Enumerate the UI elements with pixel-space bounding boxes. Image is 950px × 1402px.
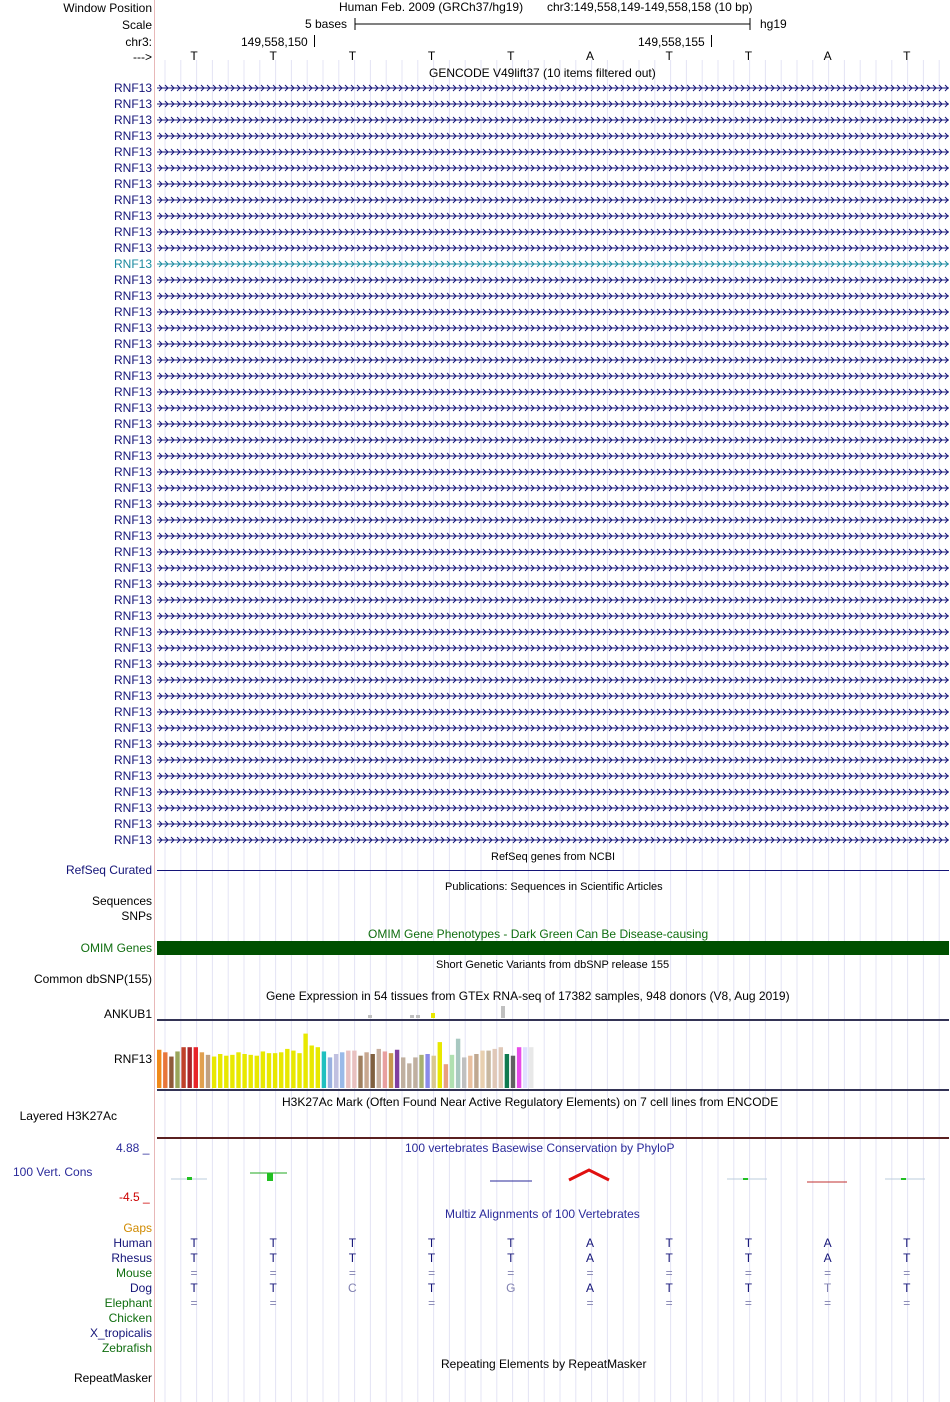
gencode-gene-label[interactable]: RNF13 xyxy=(113,449,152,463)
gencode-gene-label[interactable]: RNF13 xyxy=(113,785,152,799)
h3k27ac-label[interactable]: Layered H3K27Ac xyxy=(19,1109,117,1123)
gencode-gene-label[interactable]: RNF13 xyxy=(113,145,152,159)
gtex-rnf13-bar xyxy=(285,1049,289,1088)
strand-label: ---> xyxy=(133,50,152,64)
gencode-gene-label[interactable]: RNF13 xyxy=(113,321,152,335)
multiz-base: A xyxy=(585,1281,594,1295)
gtex-rnf13-bar xyxy=(273,1053,277,1088)
multiz-base: T xyxy=(903,1281,911,1295)
gtex-rnf13-bar xyxy=(505,1054,509,1088)
multiz-base: G xyxy=(506,1281,516,1295)
position-title: chr3:149,558,149-149,558,158 (10 bp) xyxy=(547,0,753,14)
gencode-transcript[interactable] xyxy=(157,484,949,492)
base-letter: T xyxy=(744,49,753,63)
multiz-base: = xyxy=(903,1266,911,1280)
gencode-transcript[interactable] xyxy=(157,516,949,524)
base-letter: A xyxy=(823,49,832,63)
gencode-transcript[interactable] xyxy=(157,388,949,396)
gtex-rnf13-bar xyxy=(249,1055,253,1088)
multiz-base: = xyxy=(269,1266,277,1280)
gencode-transcript[interactable] xyxy=(157,532,949,540)
h3k27ac-baseline xyxy=(157,1137,949,1139)
gencode-transcript[interactable] xyxy=(157,116,949,124)
gtex-rnf13-bar xyxy=(401,1057,405,1088)
gencode-transcript[interactable] xyxy=(157,564,949,572)
multiz-base: T xyxy=(744,1251,753,1265)
gtex-rnf13-bar xyxy=(261,1051,265,1088)
base-letter: T xyxy=(269,49,277,63)
gtex-rnf13-bar xyxy=(206,1055,210,1088)
base-letter: T xyxy=(427,49,436,63)
gtex-rnf13-bar xyxy=(316,1047,320,1088)
gencode-transcript[interactable] xyxy=(157,436,949,444)
multiz-species-label[interactable]: Mouse xyxy=(115,1266,152,1280)
chr-label: chr3: xyxy=(125,35,152,49)
gencode-gene-label[interactable]: RNF13 xyxy=(113,545,152,559)
multiz-base: = xyxy=(665,1296,673,1310)
multiz-species-label[interactable]: Elephant xyxy=(104,1296,152,1310)
scale-bar xyxy=(354,17,754,31)
multiz-gaps-label[interactable]: Gaps xyxy=(123,1221,152,1235)
gtex-gene-ankub1-label[interactable]: ANKUB1 xyxy=(103,1007,152,1021)
multiz-base: = xyxy=(903,1296,911,1310)
gtex-rnf13-bar xyxy=(438,1042,442,1088)
dbsnp-label[interactable]: Common dbSNP(155) xyxy=(33,972,152,986)
gtex-rnf13-bar xyxy=(194,1047,198,1088)
gencode-transcript[interactable] xyxy=(157,404,949,412)
omim-gene-bar[interactable] xyxy=(157,941,949,955)
gencode-transcript[interactable] xyxy=(157,676,949,684)
gtex-rnf13-bar xyxy=(175,1051,179,1088)
gencode-transcript[interactable] xyxy=(157,836,949,844)
phylop-max-label: 4.88 _ xyxy=(116,1141,150,1155)
gencode-gene-label[interactable]: RNF13 xyxy=(113,753,152,767)
gtex-rnf13-bar xyxy=(181,1047,185,1088)
gencode-gene-label[interactable]: RNF13 xyxy=(113,561,152,575)
phylop-graph[interactable] xyxy=(157,1160,949,1200)
gtex-rnf13-bar xyxy=(364,1052,368,1088)
gtex-rnf13-bar xyxy=(163,1052,167,1088)
gtex-rnf13-bar xyxy=(188,1047,192,1088)
gtex-rnf13-bar xyxy=(413,1057,417,1088)
multiz-track-title[interactable]: Multiz Alignments of 100 Vertebrates xyxy=(445,1207,640,1221)
gencode-transcript[interactable] xyxy=(157,276,949,284)
gencode-transcript[interactable] xyxy=(157,340,949,348)
gencode-gene-label[interactable]: RNF13 xyxy=(113,81,152,95)
multiz-base: A xyxy=(585,1236,594,1250)
gtex-rnf13-bar xyxy=(200,1052,204,1088)
gencode-gene-label[interactable]: RNF13 xyxy=(113,577,152,591)
multiz-base: = xyxy=(190,1266,198,1280)
gencode-transcript[interactable] xyxy=(157,820,949,828)
gtex-rnf13-bar xyxy=(212,1057,216,1088)
multiz-base: T xyxy=(427,1251,436,1265)
gtex-rnf13-bar xyxy=(230,1055,234,1088)
gencode-gene-label[interactable]: RNF13 xyxy=(113,609,152,623)
multiz-base: = xyxy=(190,1296,198,1310)
gencode-transcript[interactable] xyxy=(157,788,949,796)
gencode-transcript[interactable] xyxy=(157,804,949,812)
gtex-rnf13-bar xyxy=(407,1063,411,1088)
pos2-label: 149,558,155 xyxy=(638,35,705,49)
gencode-transcript[interactable] xyxy=(157,724,949,732)
gencode-transcript[interactable] xyxy=(157,708,949,716)
gtex-rnf13-bar xyxy=(291,1051,295,1088)
gencode-gene-label[interactable]: RNF13 xyxy=(113,513,152,527)
gencode-transcript[interactable] xyxy=(157,148,949,156)
multiz-base: T xyxy=(190,1236,198,1250)
base-letter: T xyxy=(190,49,198,63)
gtex-rnf13-bar xyxy=(328,1057,332,1088)
base-letter: A xyxy=(585,49,594,63)
gencode-gene-label[interactable]: RNF13 xyxy=(113,97,152,111)
gtex-rnf13-bar xyxy=(346,1051,350,1088)
gtex-rnf13-bar xyxy=(358,1056,362,1088)
gencode-transcript[interactable] xyxy=(157,740,949,748)
gencode-gene-label[interactable]: RNF13 xyxy=(113,657,152,671)
publications-snps-label[interactable]: SNPs xyxy=(121,909,152,923)
gtex-rnf13-bar xyxy=(480,1051,484,1088)
gtex-rnf13-bar xyxy=(224,1056,228,1088)
multiz-base: = xyxy=(428,1296,436,1310)
multiz-base: T xyxy=(348,1236,357,1250)
gtex-rnf13-bar xyxy=(303,1034,307,1088)
gtex-ankub1-bar xyxy=(431,1013,435,1018)
gtex-rnf13-bar xyxy=(462,1057,466,1088)
gencode-gene-label[interactable]: RNF13 xyxy=(113,417,152,431)
db-label: hg19 xyxy=(760,17,787,31)
multiz-species-label[interactable]: Zebrafish xyxy=(101,1341,152,1355)
multiz-base: T xyxy=(427,1236,436,1250)
gencode-transcript[interactable] xyxy=(157,548,949,556)
gencode-transcript[interactable] xyxy=(157,468,949,476)
gtex-ankub1-bar xyxy=(501,1006,505,1018)
multiz-base: T xyxy=(744,1281,753,1295)
gencode-gene-label[interactable]: RNF13 xyxy=(113,113,152,127)
gencode-transcript[interactable] xyxy=(157,628,949,636)
multiz-base: = xyxy=(507,1266,515,1280)
multiz-base: = xyxy=(428,1266,436,1280)
gencode-transcript[interactable] xyxy=(157,356,949,364)
multiz-species-label[interactable]: Human xyxy=(113,1236,152,1250)
gencode-gene-label[interactable]: RNF13 xyxy=(113,673,152,687)
dbsnp-track-title[interactable]: Short Genetic Variants from dbSNP release 155 xyxy=(436,959,670,971)
gtex-rnf13-bar xyxy=(157,1050,161,1088)
gtex-rnf13-bar xyxy=(169,1057,173,1088)
multiz-base: T xyxy=(269,1281,277,1295)
gencode-gene-label[interactable]: RNF13 xyxy=(113,433,152,447)
gtex-rnf13-bar xyxy=(450,1055,454,1088)
gtex-rnf13-bar xyxy=(493,1049,497,1088)
base-letter: T xyxy=(903,49,911,63)
multiz-species-label[interactable]: Chicken xyxy=(108,1311,152,1325)
gencode-gene-label[interactable]: RNF13 xyxy=(113,705,152,719)
gencode-gene-label[interactable]: RNF13 xyxy=(113,273,152,287)
window-position-label: Window Position xyxy=(63,1,152,15)
multiz-base: T xyxy=(665,1251,673,1265)
h3k27ac-track-title[interactable]: H3K27Ac Mark (Often Found Near Active Regulatory Elements) on 7 cell lines from ENCODE xyxy=(282,1095,779,1109)
multiz-base: T xyxy=(903,1236,911,1250)
gencode-transcript[interactable] xyxy=(157,644,949,652)
multiz-base: T xyxy=(665,1281,673,1295)
gencode-gene-label[interactable]: RNF13 xyxy=(113,529,152,543)
scale-label: Scale xyxy=(121,18,152,32)
phylop-min-label: -4.5 _ xyxy=(119,1190,150,1204)
multiz-base: T xyxy=(348,1251,357,1265)
multiz-species-label[interactable]: X_tropicalis xyxy=(89,1326,152,1340)
multiz-base: = xyxy=(269,1296,277,1310)
gtex-rnf13-bar xyxy=(297,1053,301,1088)
gencode-transcript[interactable] xyxy=(157,180,949,188)
multiz-species-label[interactable]: Rhesus xyxy=(111,1251,152,1265)
gencode-transcript[interactable] xyxy=(157,164,949,172)
multiz-base: = xyxy=(744,1266,752,1280)
gtex-rnf13-bar xyxy=(340,1052,344,1088)
gencode-gene-label[interactable]: RNF13 xyxy=(113,689,152,703)
gencode-gene-label[interactable]: RNF13 xyxy=(113,289,152,303)
gencode-transcript[interactable] xyxy=(157,420,949,428)
gencode-transcript[interactable] xyxy=(157,84,949,92)
gencode-gene-label[interactable]: RNF13 xyxy=(113,593,152,607)
gencode-transcript[interactable] xyxy=(157,772,949,780)
gtex-rnf13-bar xyxy=(425,1054,429,1088)
gtex-rnf13-bar xyxy=(395,1050,399,1088)
gencode-transcript[interactable] xyxy=(157,212,949,220)
gencode-transcript[interactable] xyxy=(157,196,949,204)
gencode-gene-label[interactable]: RNF13 xyxy=(113,721,152,735)
gencode-transcript[interactable] xyxy=(157,324,949,332)
multiz-base: T xyxy=(507,1251,515,1265)
phylop-label[interactable]: 100 Vert. Cons xyxy=(13,1165,93,1179)
multiz-base: = xyxy=(665,1266,673,1280)
gencode-gene-label[interactable]: RNF13 xyxy=(113,369,152,383)
gencode-transcript[interactable] xyxy=(157,100,949,108)
gencode-transcript[interactable] xyxy=(157,596,949,604)
repeatmasker-track-title[interactable]: Repeating Elements by RepeatMasker xyxy=(441,1357,647,1371)
gencode-gene-label[interactable]: RNF13 xyxy=(113,833,152,847)
gtex-rnf13-bar xyxy=(377,1049,381,1088)
gtex-rnf13-bar xyxy=(218,1054,222,1088)
refseq-label[interactable]: RefSeq Curated xyxy=(65,863,152,877)
gtex-ankub1-bar xyxy=(410,1015,414,1018)
gtex-rnf13-bar xyxy=(310,1046,314,1089)
phylop-track-title[interactable]: 100 vertebrates Basewise Conservation by PhyloP xyxy=(405,1141,675,1155)
pos1-label: 149,558,150 xyxy=(241,35,308,49)
gencode-transcript[interactable] xyxy=(157,372,949,380)
gtex-rnf13-bar xyxy=(511,1056,515,1088)
gencode-transcript[interactable] xyxy=(157,244,949,252)
gencode-gene-label[interactable]: RNF13 xyxy=(113,769,152,783)
gtex-track-title[interactable]: Gene Expression in 54 tissues from GTEx RNA-seq of 17382 samples, 948 donors (V8, Aug 2019) xyxy=(266,989,790,1003)
pos2-tick xyxy=(711,35,712,47)
gencode-gene-label[interactable]: RNF13 xyxy=(113,625,152,639)
multiz-base: = xyxy=(586,1266,594,1280)
pos1-tick xyxy=(314,35,315,47)
gtex-rnf13-bar xyxy=(529,1047,533,1088)
gtex-rnf13-bar xyxy=(267,1053,271,1088)
gencode-gene-label[interactable]: RNF13 xyxy=(113,401,152,415)
base-letter: T xyxy=(665,49,673,63)
gencode-gene-label[interactable]: RNF13 xyxy=(113,129,152,143)
gencode-transcript[interactable] xyxy=(157,308,949,316)
multiz-base: = xyxy=(824,1266,832,1280)
multiz-base: T xyxy=(190,1251,198,1265)
omim-label[interactable]: OMIM Genes xyxy=(80,941,152,955)
gencode-transcript[interactable] xyxy=(157,612,949,620)
gencode-gene-label[interactable]: RNF13 xyxy=(113,737,152,751)
gencode-gene-label[interactable]: RNF13 xyxy=(113,305,152,319)
repeatmasker-label[interactable]: RepeatMasker xyxy=(73,1371,152,1385)
gencode-gene-label[interactable]: RNF13 xyxy=(113,337,152,351)
omim-track-title[interactable]: OMIM Gene Phenotypes - Dark Green Can Be Disease-causing xyxy=(368,927,709,941)
multiz-base: = xyxy=(824,1296,832,1310)
gencode-transcript[interactable] xyxy=(157,260,949,268)
gencode-gene-label[interactable]: RNF13 xyxy=(113,801,152,815)
gtex-rnf13-bar xyxy=(389,1053,393,1088)
gencode-gene-label[interactable]: RNF13 xyxy=(113,257,152,271)
base-letter: T xyxy=(348,49,357,63)
gencode-transcript[interactable] xyxy=(157,500,949,508)
gencode-transcript[interactable] xyxy=(157,660,949,668)
gencode-transcript[interactable] xyxy=(157,452,949,460)
gencode-gene-label[interactable]: RNF13 xyxy=(113,209,152,223)
gtex-ankub1-bar xyxy=(416,1015,420,1018)
multiz-base: A xyxy=(585,1251,594,1265)
gencode-track-title[interactable]: GENCODE V49lift37 (10 items filtered out) xyxy=(429,66,656,80)
gtex-ankub1-bar xyxy=(368,1015,372,1018)
gencode-transcript[interactable] xyxy=(157,228,949,236)
gtex-rnf13-bar xyxy=(517,1047,521,1088)
scale-text: 5 bases xyxy=(305,17,348,31)
gencode-transcript[interactable] xyxy=(157,132,949,140)
gencode-gene-label[interactable]: RNF13 xyxy=(113,241,152,255)
gtex-rnf13-bar xyxy=(322,1051,326,1088)
gencode-gene-label[interactable]: RNF13 xyxy=(113,465,152,479)
gtex-rnf13-bar xyxy=(236,1052,240,1088)
gencode-gene-label[interactable]: RNF13 xyxy=(113,353,152,367)
gtex-rnf13-bar xyxy=(523,1047,527,1088)
gencode-gene-label[interactable]: RNF13 xyxy=(113,481,152,495)
multiz-base: T xyxy=(269,1251,277,1265)
gtex-rnf13-bar xyxy=(242,1054,246,1088)
multiz-base: A xyxy=(823,1236,832,1250)
gtex-rnf13-baseline xyxy=(157,1089,949,1091)
multiz-base: T xyxy=(665,1236,673,1250)
multiz-base: T xyxy=(190,1281,198,1295)
gtex-rnf13-bar xyxy=(486,1051,490,1088)
refseq-gene-line[interactable] xyxy=(157,870,949,871)
multiz-base: T xyxy=(903,1251,911,1265)
gtex-rnf13-bar xyxy=(334,1054,338,1088)
gtex-bar-chart[interactable] xyxy=(0,1000,950,1092)
gencode-gene-label[interactable]: RNF13 xyxy=(113,225,152,239)
gtex-rnf13-bar xyxy=(419,1055,423,1088)
label-divider xyxy=(154,0,155,1402)
gtex-rnf13-bar xyxy=(499,1047,503,1088)
gtex-rnf13-bar xyxy=(468,1056,472,1088)
refseq-track-title[interactable]: RefSeq genes from NCBI xyxy=(491,851,616,863)
gtex-rnf13-bar xyxy=(371,1054,375,1088)
multiz-base: A xyxy=(823,1251,832,1265)
gtex-rnf13-bar xyxy=(383,1051,387,1088)
gtex-rnf13-bar xyxy=(279,1052,283,1088)
gtex-rnf13-bar xyxy=(432,1056,436,1088)
publications-track-title[interactable]: Publications: Sequences in Scientific Articles xyxy=(445,881,663,893)
multiz-base: = xyxy=(744,1296,752,1310)
gencode-transcript[interactable] xyxy=(157,756,949,764)
gtex-rnf13-bar xyxy=(352,1051,356,1088)
multiz-base: T xyxy=(427,1281,436,1295)
gencode-gene-label[interactable]: RNF13 xyxy=(113,177,152,191)
multiz-base: T xyxy=(823,1281,832,1295)
gencode-gene-label[interactable]: RNF13 xyxy=(113,817,152,831)
gencode-gene-label[interactable]: RNF13 xyxy=(113,161,152,175)
gencode-transcript[interactable] xyxy=(157,692,949,700)
gencode-gene-label[interactable]: RNF13 xyxy=(113,193,152,207)
multiz-base: C xyxy=(348,1281,357,1295)
multiz-species-label[interactable]: Dog xyxy=(129,1281,152,1295)
multiz-base: T xyxy=(507,1236,515,1250)
gencode-gene-label[interactable]: RNF13 xyxy=(113,497,152,511)
gtex-gene-rnf13-label[interactable]: RNF13 xyxy=(113,1052,152,1066)
gtex-rnf13-bar xyxy=(474,1054,478,1088)
multiz-base: = xyxy=(348,1266,356,1280)
publications-sequences-label[interactable]: Sequences xyxy=(91,894,152,908)
gtex-rnf13-bar xyxy=(444,1064,448,1088)
gencode-transcript[interactable] xyxy=(157,292,949,300)
gtex-rnf13-bar xyxy=(456,1039,460,1088)
multiz-base: T xyxy=(744,1236,753,1250)
multiz-base: = xyxy=(586,1296,594,1310)
gencode-gene-label[interactable]: RNF13 xyxy=(113,385,152,399)
assembly-title: Human Feb. 2009 (GRCh37/hg19) xyxy=(339,0,524,14)
base-letter: T xyxy=(507,49,515,63)
gtex-rnf13-bar xyxy=(255,1056,259,1088)
gencode-gene-label[interactable]: RNF13 xyxy=(113,641,152,655)
multiz-base: T xyxy=(269,1236,277,1250)
gencode-transcript[interactable] xyxy=(157,580,949,588)
